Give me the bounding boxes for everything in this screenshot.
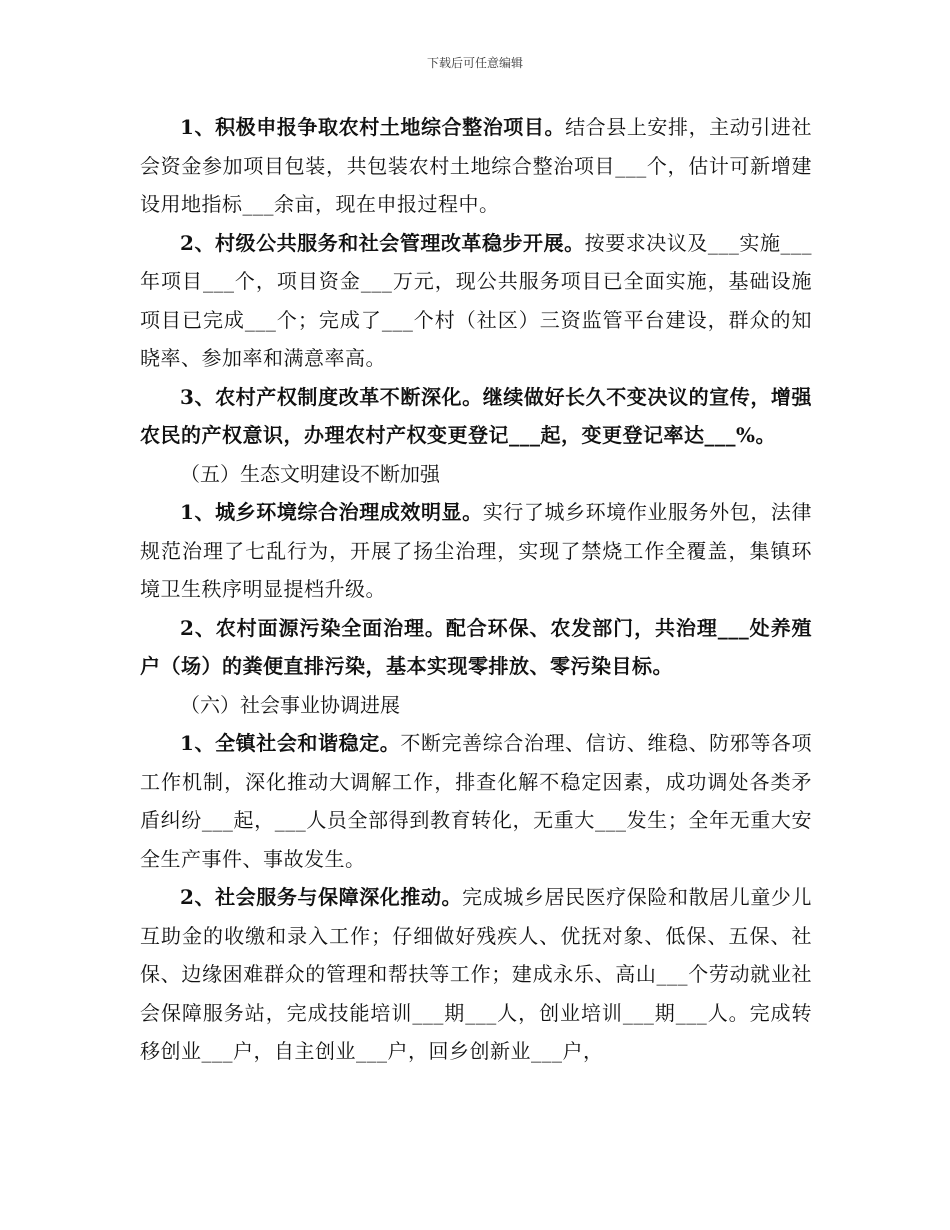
- paragraph-heading: 1、全镇社会和谐稳定。: [180, 731, 401, 755]
- paragraph-text: 不断完善综合治理、信访、维稳、防邪等各项工作机制，深化推动大调解工作，排查化解不稳定因素，成功调处各类矛盾纠纷___起，___人员全部得到教育转化，无重大___发生；全年无重大安全生产事件、事故发生。: [140, 731, 813, 871]
- paragraph-heading: 1、积极申报争取农村土地综合整治项目。: [180, 115, 566, 139]
- paragraph-land-consolidation: [140, 108, 812, 224]
- paragraph-text: 实行了城乡环境作业服务外包，法律规范治理了七乱行为，开展了扬尘治理，实现了禁烧工作全覆盖，集镇环境卫生秩序明显提档升级。: [140, 500, 813, 601]
- paragraph-text: 按要求决议及___实施___年项目___个，项目资金___万元，现公共服务项目已全面实施，基础设施项目已完成___个；完成了___个村（社区）三资监管平台建设，群众的知晓率、参加率和满意率高。: [140, 230, 813, 370]
- paragraph-pollution-control: 2、农村面源污染全面治理。配合环保、农发部门，共治理___处养殖户（场）的粪便直排污染，基本实现零排放、零污染目标。: [140, 615, 812, 678]
- document-body: [140, 108, 812, 1071]
- paragraph-text: 完成城乡居民医疗保险和散居儿童少儿互助金的收缴和录入工作；仔细做好残疾人、优抚对象、低保、五保、社保、边缘困难群众的管理和帮扶等工作；建成永乐、高山___个劳动就业社会保障服务站，完成技能培训___期___人，创业培训___期___人。完成转移创业___户，自主创业___户，回乡创新业___户，: [140, 885, 812, 1063]
- paragraph-social-security: [140, 878, 812, 1071]
- paragraph-public-service-reform: [140, 224, 812, 378]
- section-heading-ecology: （五）生态文明建设不断加强: [180, 461, 440, 486]
- paragraph-heading: 2、村级公共服务和社会管理改革稳步开展。: [180, 230, 585, 255]
- paragraph-property-rights-reform: 3、农村产权制度改革不断深化。继续做好长久不变决议的宣传，增强农民的产权意识，办理农村产权变更登记___起，变更登记率达___%。: [140, 384, 812, 447]
- paragraph-heading: 2、社会服务与保障深化推动。: [180, 885, 463, 909]
- section-heading-social-affairs: （六）社会事业协调进展: [180, 692, 400, 717]
- paragraph-heading: 1、城乡环境综合治理成效明显。: [180, 500, 483, 524]
- paragraph-text: 结合县上安排，主动引进社会资金参加项目包装，共包装农村土地综合整治项目___个，估计可新增建设用地指标___余亩，现在申报过程中。: [140, 115, 813, 216]
- paragraph-environment-governance: [140, 493, 812, 609]
- page-header: 下载后可任意编辑: [426, 56, 523, 70]
- paragraph-social-stability: [140, 724, 812, 878]
